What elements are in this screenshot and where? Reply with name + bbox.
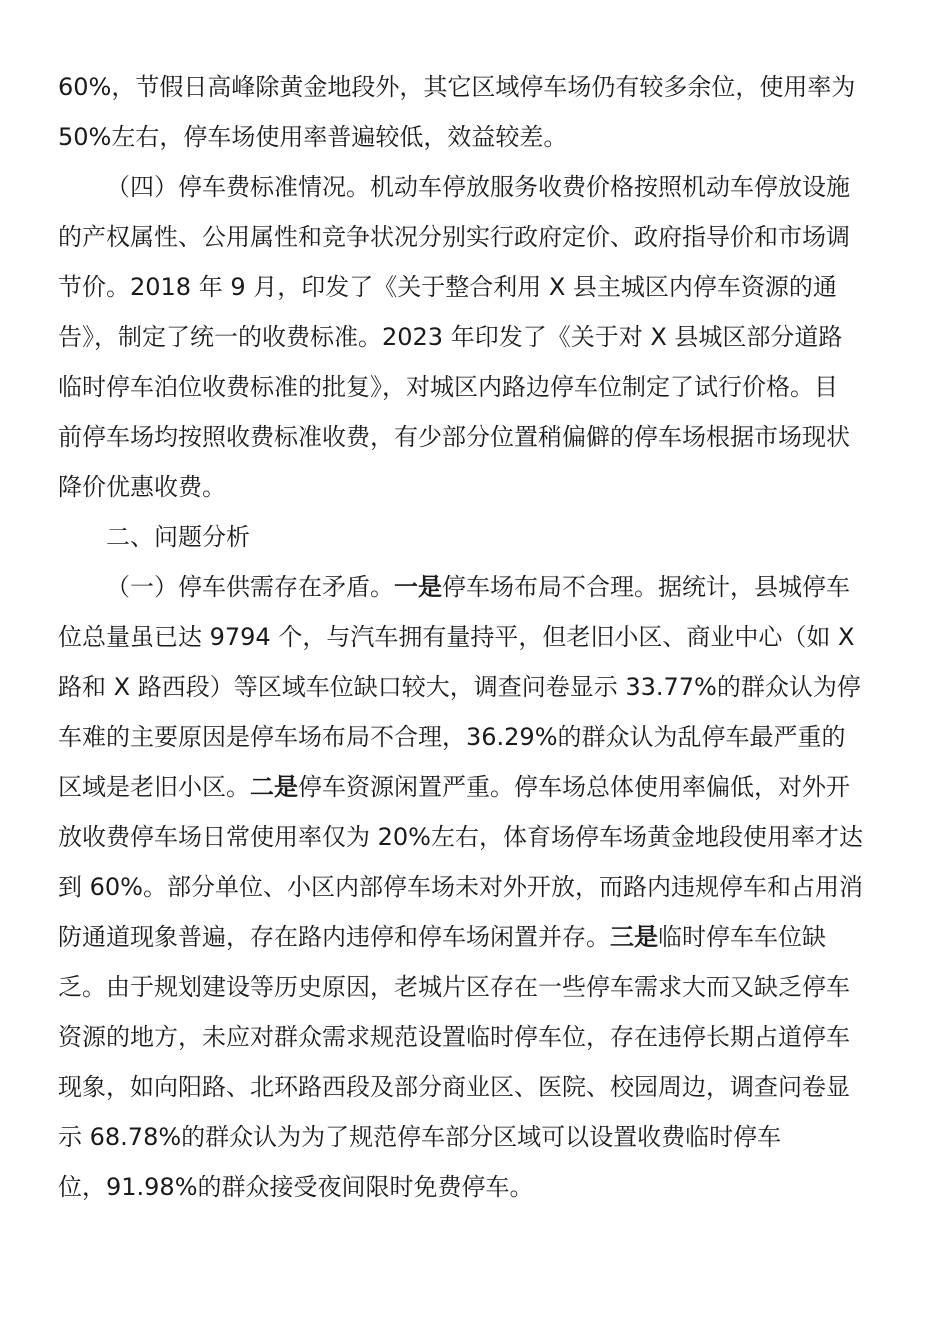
- text-line: 路和 X 路西段）等区域车位缺口较大，调查问卷显示 33.77%的群众认为停: [58, 673, 861, 701]
- text-line: 区域是老旧小区。二是停车资源闲置严重。停车场总体使用率偏低，对外开: [58, 773, 850, 801]
- text-line: 现象，如向阳路、北环路西段及部分商业区、医院、校园周边，调查问卷显: [58, 1073, 850, 1101]
- text-line: 放收费停车场日常使用率仅为 20%左右，体育场停车场黄金地段使用率才达: [58, 823, 863, 851]
- text-line: 资源的地方，未应对群众需求规范设置临时停车位，存在违停长期占道停车: [58, 1023, 850, 1051]
- section-paragraph-line: （四）停车费标准情况。机动车停放服务收费价格按照机动车停放设施: [106, 173, 850, 201]
- bold-marker: 一是: [394, 573, 442, 601]
- text-line: 位，91.98%的群众接受夜间限时免费停车。: [58, 1173, 534, 1201]
- text-line: 告》，制定了统一的收费标准。2023 年印发了《关于对 X 县城区部分道路: [58, 323, 843, 351]
- text-line: 临时停车泊位收费标准的批复》，对城区内路边停车位制定了试行价格。目: [58, 373, 838, 401]
- text-line: 位总量虽已达 9794 个，与汽车拥有量持平，但老旧小区、商业中心（如 X: [58, 623, 855, 651]
- bold-marker: 三是: [610, 923, 658, 951]
- text-line: 到 60%。部分单位、小区内部停车场未对外开放，而路内违规停车和占用消: [58, 873, 863, 901]
- section-paragraph-line: （一）停车供需存在矛盾。一是停车场布局不合理。据统计，县城停车: [106, 573, 850, 601]
- text-line: 示 68.78%的群众认为为了规范停车部分区域可以设置收费临时停车: [58, 1123, 782, 1151]
- text-line: 前停车场均按照收费标准收费，有少部分位置稍偏僻的停车场根据市场现状: [58, 423, 850, 451]
- text-line: 的产权属性、公用属性和竞争状况分别实行政府定价、政府指导价和市场调: [58, 223, 850, 251]
- text-line: 降价优惠收费。: [58, 473, 226, 501]
- text-line: 60%，节假日高峰除黄金地段外，其它区域停车场仍有较多余位，使用率为: [58, 73, 856, 101]
- text-line: 节价。2018 年 9 月，印发了《关于整合利用 X 县主城区内停车资源的通: [58, 273, 837, 301]
- text-line: 50%左右，停车场使用率普遍较低，效益较差。: [58, 123, 568, 151]
- bold-marker: 二是: [250, 773, 298, 801]
- section-heading: 二、问题分析: [106, 523, 250, 551]
- text-line: 车难的主要原因是停车场布局不合理，36.29%的群众认为乱停车最严重的: [58, 723, 846, 751]
- text-line: 乏。由于规划建设等历史原因，老城片区存在一些停车需求大而又缺乏停车: [58, 973, 850, 1001]
- text-line: 防通道现象普遍，存在路内违停和停车场闲置并存。三是临时停车车位缺: [58, 923, 826, 951]
